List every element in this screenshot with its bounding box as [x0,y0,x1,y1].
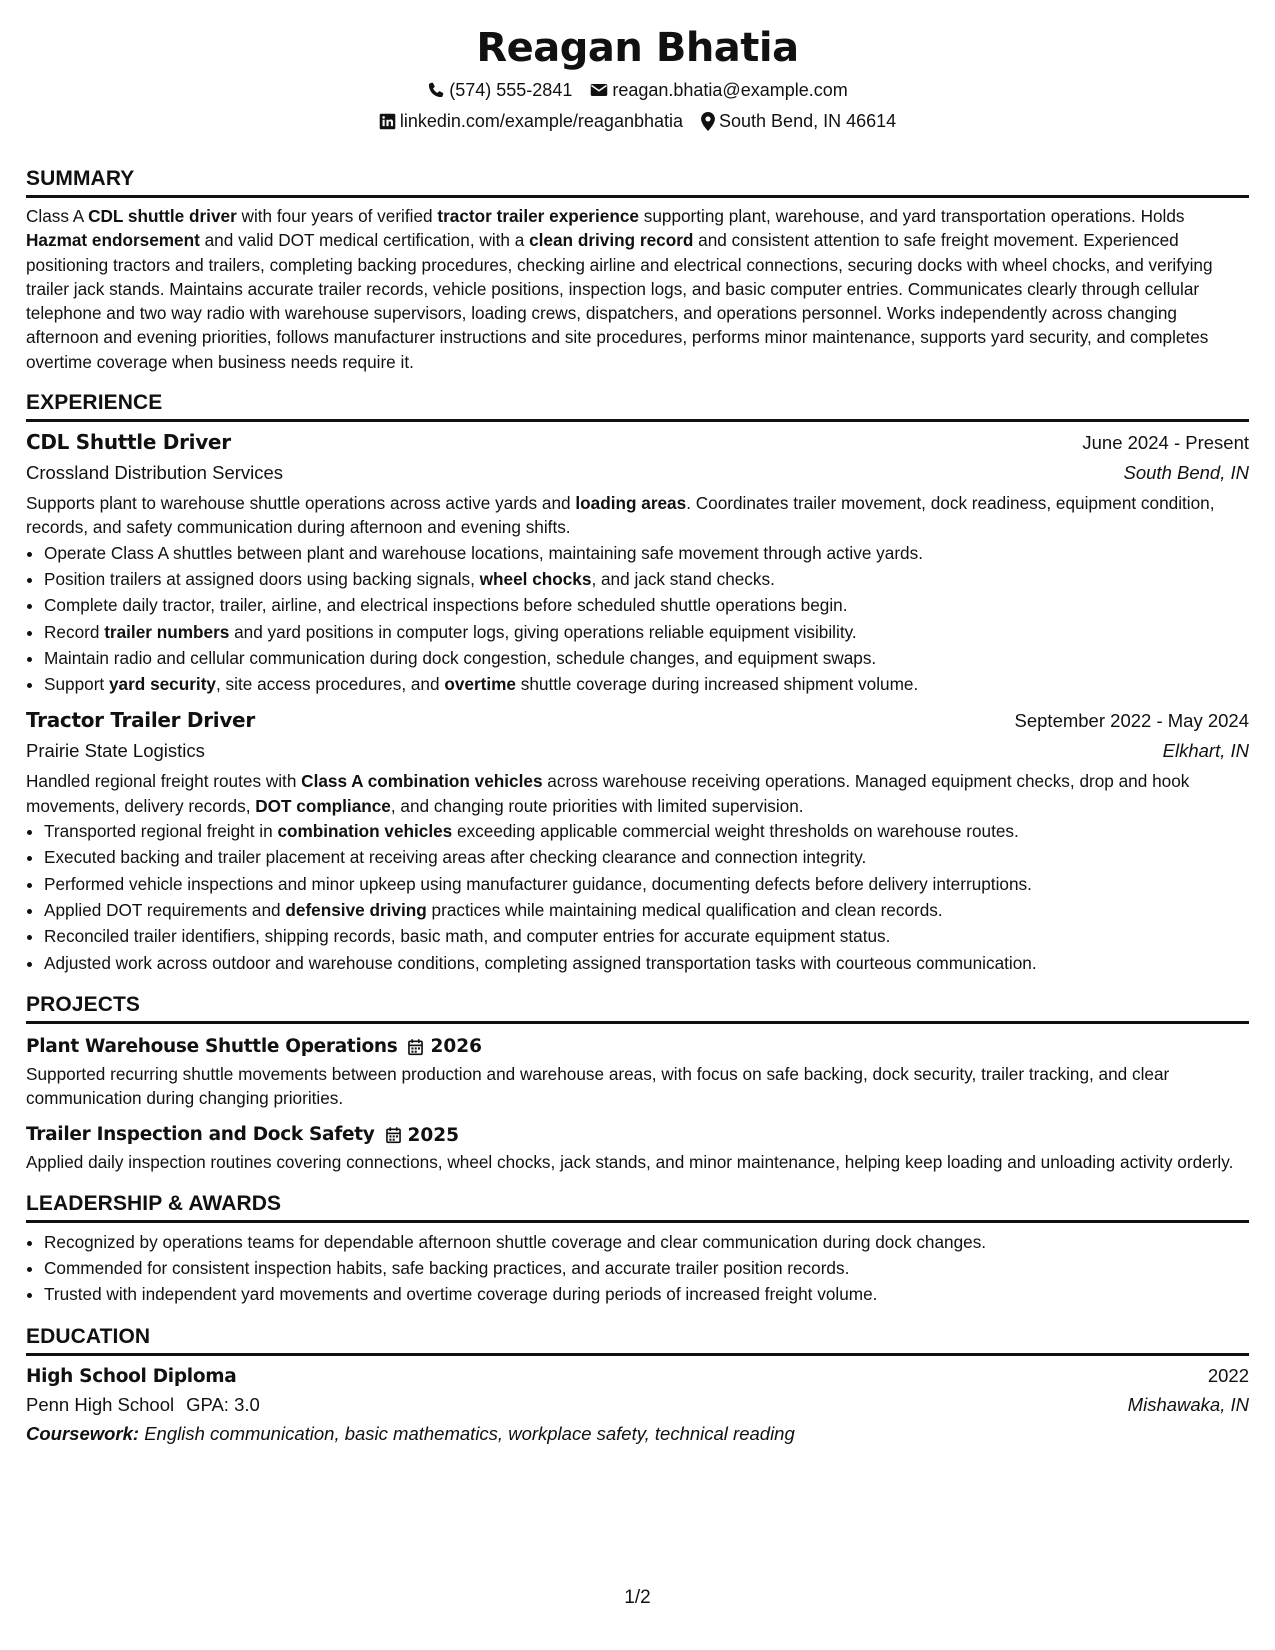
projects-heading: PROJECTS [26,992,1249,1024]
text-run: supporting plant, warehouse, and yard transportation operations. Holds [638,206,1185,226]
text-run: Transported regional freight in [44,821,278,842]
list-item [44,818,1249,844]
text-run: Class A [26,206,89,226]
location-contact [701,111,896,131]
text-run: Adjusted work across outdoor and warehouse conditions, completing assigned transportation tasks with courteous communication. [44,952,1037,973]
job-bullets [26,818,1249,976]
page-number: 1/2 [624,1587,651,1608]
job-entry [26,427,1249,697]
text-run: Handled regional freight routes with [26,771,302,792]
list-item: • Trusted with independent yard movements and overtime coverage during periods of increased freight volume. [44,1281,1249,1307]
job-title: CDL Shuttle Driver [26,430,231,455]
leadership-section [26,1191,1249,1308]
envelope-icon [590,82,608,98]
text-run: Executed backing and trailer placement at receiving areas after checking clearance and connection integrity. [44,847,867,868]
text-run: practices while maintaining medical qualification and clean records. [426,899,943,920]
education-year: 2022 [1207,1364,1249,1386]
list-item: • Recognized by operations teams for dependable afternoon shuttle coverage and clear communication during dock changes. [44,1229,1249,1255]
bold-keyword: combination vehicles [277,821,453,842]
text-run: Operate Class A shuttles between plant and warehouse locations, maintaining safe movement through active yards. [44,542,923,563]
experience-section [26,390,1249,976]
contact-line-1 [26,80,1249,100]
text-run: and yard positions in computer logs, giving operations reliable equipment visibility. [229,621,857,642]
summary-text [26,204,1249,374]
phone-icon [427,81,445,99]
coursework-label: Coursework: [26,1422,140,1444]
list-item [44,566,1249,592]
list-item [44,897,1249,923]
list-item [44,645,1249,671]
bold-keyword: DOT compliance [255,795,391,816]
list-item [44,619,1249,645]
project-year: 2025 [407,1124,460,1146]
list-item [44,950,1249,976]
list-item [44,871,1249,897]
text-run: Complete daily tractor, trailer, airline, and electrical inspections before scheduled shuttle operations begin. [44,595,848,616]
education-location: Mishawaka, IN [1127,1393,1249,1415]
text-run: Reconciled trailer identifiers, shipping records, basic math, and computer entries for accurate equipment status. [44,926,891,947]
calendar-icon [385,1126,402,1144]
list-item [44,923,1249,949]
bold-keyword: Hazmat endorsement [26,230,200,251]
text-run: and valid DOT medical certification, with a [199,230,530,251]
text-run: Applied DOT requirements and [44,899,286,920]
list-item [44,844,1249,870]
text-run: . Coordinates trailer movement, dock readiness, equipment condition, records, and safety communication during afternoon and evening shifts. [26,493,1215,538]
job-intro [26,769,1249,818]
calendar-icon [407,1038,424,1056]
list-item [44,540,1249,566]
job-company: Prairie State Logistics [26,740,205,762]
text-run: , and jack stand checks. [591,568,775,589]
job-bullets [26,540,1249,698]
job-dates: September 2022 - May 2024 [1014,710,1249,732]
project-title: Plant Warehouse Shuttle Operations [26,1035,398,1057]
education-section [26,1324,1249,1449]
bold-keyword: Class A combination vehicles [301,771,543,792]
job-title: Tractor Trailer Driver [26,708,255,733]
bold-keyword: clean driving record [529,230,694,251]
coursework-line [26,1419,1249,1449]
text-run: Maintain radio and cellular communication during dock congestion, schedule changes, and equipment swaps. [44,647,877,668]
text-run: Performed vehicle inspections and minor upkeep using manufacturer guidance, documenting defects before delivery interruptions. [44,873,1032,894]
bold-keyword: defensive driving [285,899,427,920]
job-location: South Bend, IN [1123,462,1249,484]
bold-keyword: wheel chocks [479,568,592,589]
text-run: Position trailers at assigned doors using backing signals, [44,568,480,589]
text-run: and consistent attention to safe freight movement. Experienced positioning tractors and trailers, completing backing procedures, checking airline and electrical connections, securing docks with wheel chocks, and verifying trailer jack stands. Maintains accurate trailer records, vehicle positions, inspection logs, and basic computer entries. Communicates clearly through cellular telephone and two way radio with warehouse supervisors, loading crews, dispatchers, and operations personnel. Works independently across changing afternoon and evening priorities, follows manufacturer instructions and site procedures, performs minor maintenance, supports yard security, and completes overtime coverage when business needs require it. [26,230,1213,372]
coursework-text: English communication, basic mathematics, workplace safety, technical reading [144,1422,795,1444]
summary-section [26,166,1249,374]
email-contact[interactable] [590,80,847,100]
bold-keyword: CDL shuttle driver [88,206,237,226]
resume-header [26,0,1249,131]
text-run: Support [44,674,109,695]
list-item: • Commended for consistent inspection habits, safe backing practices, and accurate trailer position records. [44,1255,1249,1281]
list-item [44,671,1249,697]
education-gpa: GPA: 3.0 [186,1393,260,1415]
project-entry [26,1120,1249,1174]
text-run: with four years of verified [236,206,438,226]
project-description: Supported recurring shuttle movements between production and warehouse areas, with focus on safe backing, dock security, trailer tracking, and clear communication during changing priorities. [26,1063,1170,1109]
text-run: shuttle coverage during increased shipment volume. [516,674,919,695]
leadership-heading: LEADERSHIP & AWARDS [26,1191,1249,1223]
linkedin-contact[interactable] [379,111,683,131]
linkedin-icon [379,113,396,130]
project-title: Trailer Inspection and Dock Safety [26,1124,375,1146]
project-entry [26,1032,1249,1111]
text-run: Record [44,621,105,642]
text-run: , and changing route priorities with limited supervision. [390,795,804,816]
leadership-bullets [26,1229,1249,1308]
projects-section [26,992,1249,1175]
job-company: Crossland Distribution Services [26,462,284,484]
education-school: Penn High School [26,1393,175,1415]
phone-number: (574) 555-2841 [449,80,573,100]
job-intro [26,491,1249,540]
bold-keyword: loading areas [575,493,687,514]
map-pin-icon [701,112,715,131]
bold-keyword: yard security [108,674,216,695]
education-degree: High School Diploma [26,1365,237,1387]
project-year: 2026 [430,1036,482,1058]
job-location: Elkhart, IN [1162,740,1249,762]
text-run: exceeding applicable commercial weight thresholds on warehouse routes. [452,821,1019,842]
experience-heading: EXPERIENCE [26,390,1249,422]
contact-line-2 [26,111,1249,131]
project-description: Applied daily inspection routines covering connections, wheel chocks, jack stands, and minor maintenance, helping keep loading and unloading activity orderly. [26,1152,1234,1173]
list-item [44,592,1249,618]
job-entry [26,705,1249,975]
email-address[interactable]: reagan.bhatia@example.com [612,80,848,100]
bold-keyword: overtime [444,674,516,695]
text-run: across warehouse receiving operations. Managed equipment checks, drop and hook movements, delivery records, [26,771,1190,816]
phone-contact [427,80,572,100]
location-text: South Bend, IN 46614 [719,111,897,131]
job-dates: June 2024 - Present [1082,432,1249,454]
summary-heading: SUMMARY [26,166,1249,198]
bold-keyword: trailer numbers [104,621,230,642]
linkedin-url[interactable]: linkedin.com/example/reaganbhatia [399,111,684,131]
candidate-name: Reagan Bhatia [476,25,799,71]
bold-keyword: tractor trailer experience [437,206,639,226]
text-run: , site access procedures, and [216,674,445,695]
text-run: Supports plant to warehouse shuttle operations across active yards and [26,493,576,514]
education-heading: EDUCATION [26,1324,1249,1356]
